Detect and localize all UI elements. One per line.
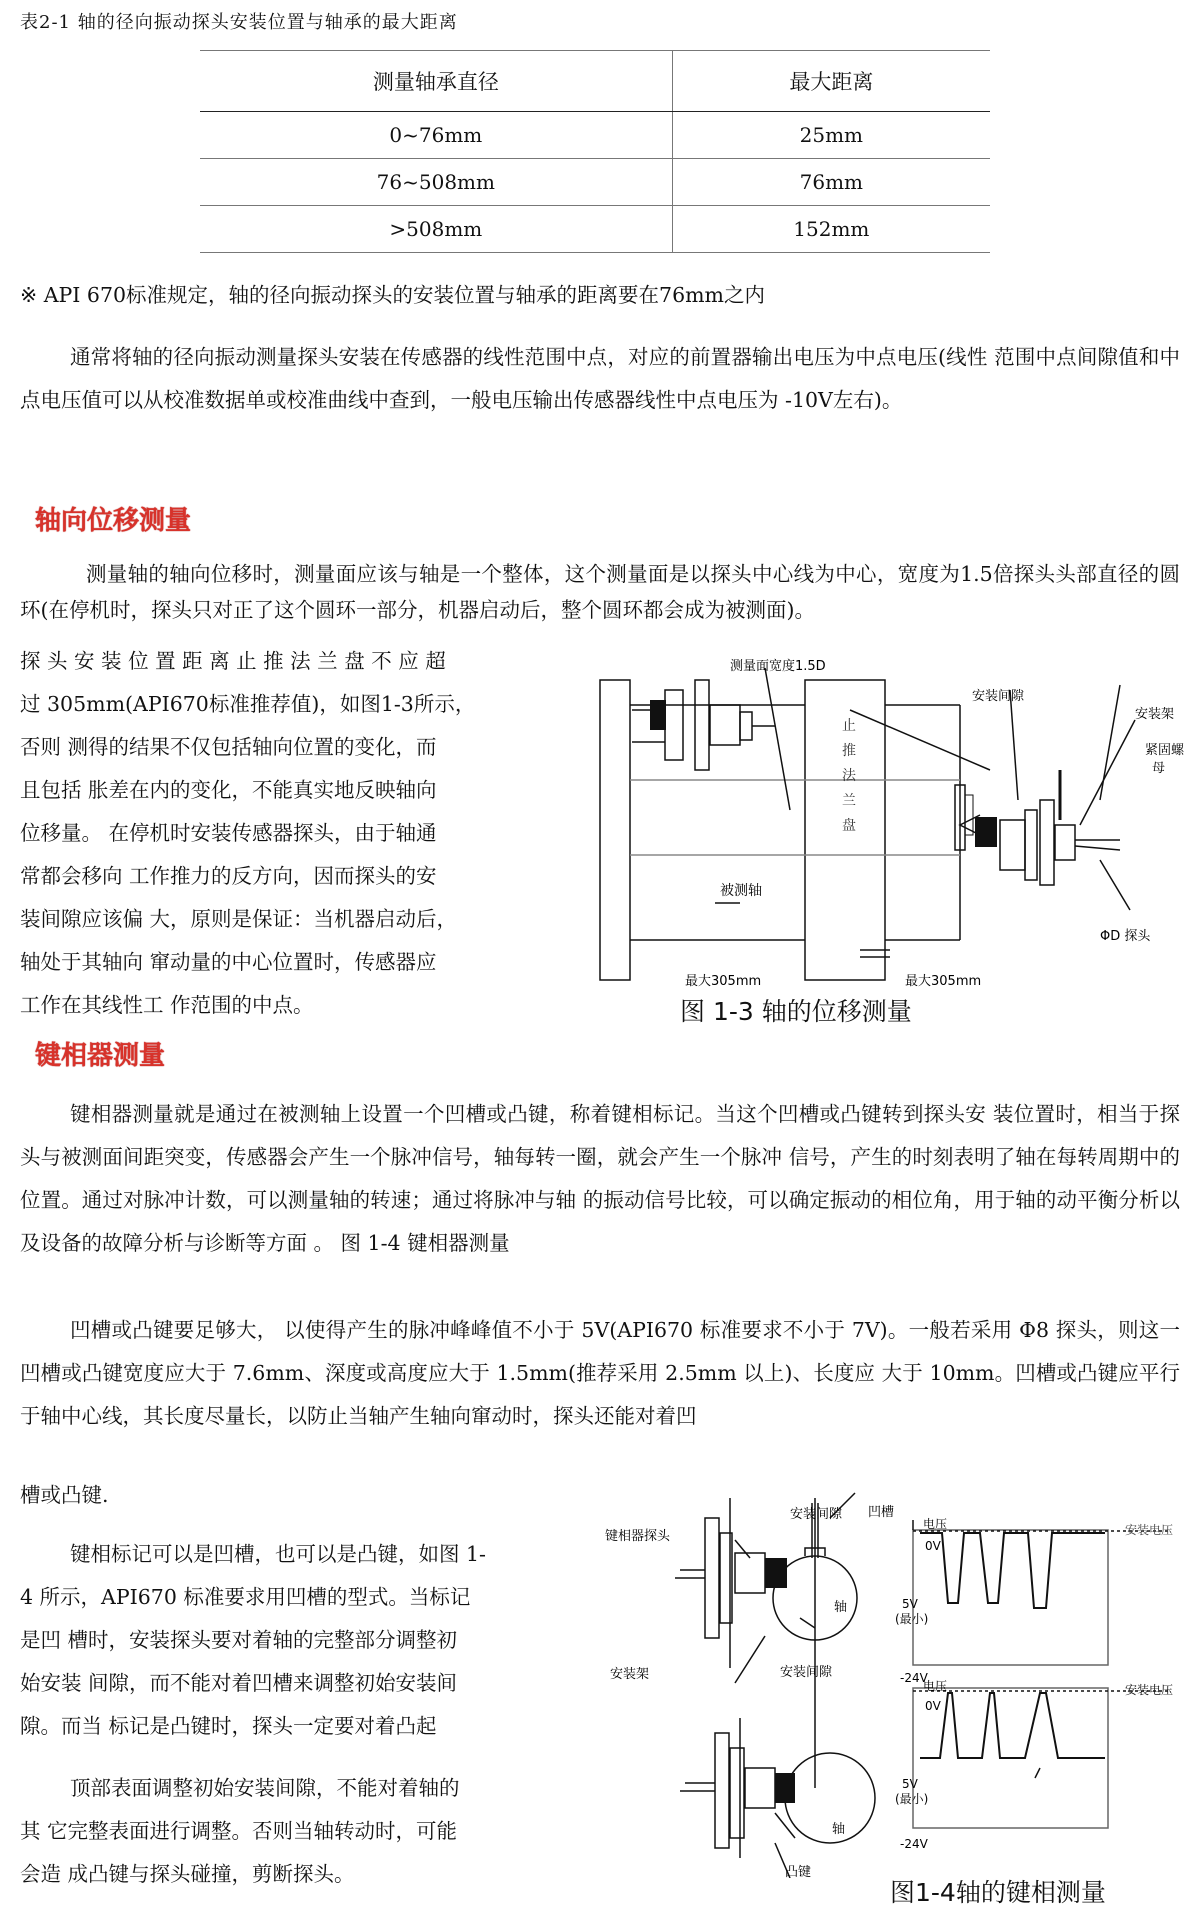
text-line: 始安装 间隙，而不能对着凹槽来调整初始安装间: [20, 1671, 458, 1695]
waveform-groove: [920, 1533, 1105, 1608]
label-5v: 5V: [902, 1777, 918, 1791]
label-min: (最小): [895, 1792, 929, 1806]
label-flange-char: 止: [842, 718, 856, 734]
table-cell: 25mm: [672, 112, 990, 159]
label-gap-top: 安装间隙: [790, 1507, 843, 1522]
label-gap-bottom: 安装间隙: [780, 1665, 833, 1680]
table-cell: 76mm: [672, 159, 990, 206]
paragraph-notch: 凹槽或凸键要足够大， 以使得产生的脉冲峰峰值不小于 5V(API670 标准要求不小于 7V)。一般若采用 Φ8 探头，则这一凹槽或凸键宽度应大于 7.6mm、深度或高度应大于 1.5mm(推荐采用 2.5mm 以上)、长度应 大于 10mm。凹槽或凸键应平行于轴中心线，其长度尽量长，以防止当轴产生轴向窜动时，探头还能对着凹: [20, 1318, 1180, 1428]
text-line: 位移量。 在停机时安装传感器探头，由于轴通: [20, 821, 437, 845]
table-row: [200, 159, 990, 206]
table-header: 测量轴承直径: [200, 51, 672, 112]
keyphasor-left-text-a: [20, 1533, 560, 1748]
text-line: 否则 测得的结果不仅包括轴向位置的变化，而: [20, 735, 437, 759]
label-flange-char: 法: [842, 768, 856, 784]
heading-keyphasor: 键相器测量: [35, 1041, 166, 1071]
heading-axial: 轴向位移测量: [35, 506, 192, 536]
label-shaft2: 轴: [832, 1822, 846, 1837]
table-header-row: [200, 51, 990, 112]
left-bearing: [600, 680, 630, 980]
label-min: (最小): [895, 1612, 929, 1626]
axial-left-text: [20, 640, 540, 1027]
api-note: ※ API 670标准规定，轴的径向振动探头的安装位置与轴承的距离要在76mm之内: [20, 283, 765, 307]
text-line: 探 头 安 装 位 置 距 离 止 推 法 兰 盘 不 应 超: [20, 649, 446, 673]
label-minus24v: -24V: [900, 1671, 928, 1685]
table-row: [200, 206, 990, 253]
text-line: 常都会移向 工作推力的反方向，因而探头的安: [20, 864, 437, 888]
table-cell: 152mm: [672, 206, 990, 253]
text-line: 其 它完整表面进行调整。否则当轴转动时，可能: [20, 1819, 458, 1843]
label-bracket: 安装架: [610, 1667, 650, 1682]
text-line: 会造 成凸键与探头碰撞，剪断探头。: [20, 1862, 355, 1886]
text-line: 过 305mm(API670标准推荐值)，如图1-3所示，: [20, 692, 476, 716]
figure-keyphasor: [590, 1478, 1190, 1878]
text-line: 隙。而当 标记是凸键时，探头一定要对着凸起: [20, 1714, 437, 1738]
label-width: 测量面宽度1.5D: [730, 659, 826, 674]
label-probe: 键相器探头: [605, 1529, 671, 1544]
text-line: 4 所示，API670 标准要求用凹槽的型式。当标记: [20, 1585, 471, 1609]
figure-1-4-caption: 图1-4轴的键相测量: [890, 1878, 1106, 1907]
label-groove: 凹槽: [868, 1505, 895, 1520]
table-row: [200, 112, 990, 159]
label-key: 凸键: [785, 1865, 812, 1878]
table-cell: >508mm: [200, 206, 672, 253]
text-line: 键相标记可以是凹槽，也可以是凸键，如图 1-: [70, 1542, 486, 1566]
text-line: 顶部表面调整初始安装间隙，不能对着轴的: [70, 1776, 460, 1800]
figure-axial-displacement: [560, 650, 1190, 1000]
label-shaft: 被测轴: [720, 883, 762, 899]
label-0v: 0V: [925, 1699, 941, 1713]
label-5v: 5V: [902, 1597, 918, 1611]
shaft-bottom: [785, 1753, 875, 1843]
table-header: 最大距离: [672, 51, 990, 112]
label-voltage: 电压: [923, 1517, 948, 1531]
waveform-key: [920, 1693, 1105, 1758]
paragraph-keyphasor: 键相器测量就是通过在被测轴上设置一个凹槽或凸键，称着键相标记。当这个凹槽或凸键转到探头安 装位置时，相当于探头与被测面间距突变，传感器会产生一个脉冲信号，轴每转一圈，就会产生一个脉冲 信号，产生的时刻表明了轴在每转周期中的位置。通过对脉冲计数，可以测量轴的转速；通过将脉冲与轴 的振动信号比较，可以确定振动的相位角，用于轴的动平衡分析以及设备的故障分析与诊断等方面 。 图 1-4 键相器测量: [20, 1102, 1180, 1255]
label-0v: 0V: [925, 1539, 941, 1553]
label-probe: ΦD 探头: [1100, 929, 1151, 944]
text-line: 装间隙应该偏 大，原则是保证：当机器启动后，: [20, 907, 458, 931]
label-flange-char: 盘: [842, 818, 856, 834]
text-line: 是凹 槽时，安装探头要对着轴的完整部分调整初: [20, 1628, 458, 1652]
label-bracket: 安装架: [1135, 707, 1175, 722]
label-install-voltage: 安装电压: [1125, 1523, 1174, 1537]
label-max-left: 最大305mm: [685, 974, 762, 989]
label-nut2: 母: [1152, 761, 1166, 776]
label-nut: 紧固螺: [1145, 743, 1185, 758]
label-minus24v: -24V: [900, 1837, 928, 1851]
keyphasor-left-text-b: [20, 1767, 560, 1896]
text-line: 且包括 胀差在内的变化，不能真实地反映轴向: [20, 778, 437, 802]
text-line: 工作在其线性工 作范围的中点。: [20, 993, 314, 1017]
label-max-right: 最大305mm: [905, 974, 982, 989]
table-cell: 0~76mm: [200, 112, 672, 159]
paragraph-axial: 测量轴的轴向位移时，测量面应该与轴是一个整体，这个测量面是以探头中心线为中心，宽度为1.5倍探头头部直径的圆环(在停机时，探头只对正了这个圆环一部分，机器启动后，整个圆环都会成为被测面)。: [20, 562, 1180, 622]
text-line: 轴处于其轴向 窜动量的中心位置时，传感器应: [20, 950, 437, 974]
distance-table: [200, 50, 990, 253]
label-gap: 安装间隙: [972, 689, 1025, 704]
paragraph-radial: 通常将轴的径向振动测量探头安装在传感器的线性范围中点，对应的前置器输出电压为中点电压(线性 范围中点间隙值和中点电压值可以从校准数据单或校准曲线中查到，一般电压输出传感器线性中点电压为 -10V左右)。: [20, 345, 1180, 412]
label-flange-char: 兰: [842, 793, 856, 809]
table-cell: 76~508mm: [200, 159, 672, 206]
label-shaft1: 轴: [834, 1600, 848, 1615]
label-flange-char: 推: [842, 743, 856, 759]
leader-width: [765, 668, 790, 810]
leader-probe: [1100, 860, 1130, 910]
label-install-voltage: 安装电压: [1125, 1683, 1174, 1697]
text-line: 槽或凸键.: [20, 1483, 109, 1507]
table-caption: 表2-1 轴的径向振动探头安装位置与轴承的最大距离: [20, 12, 458, 33]
figure-1-3-caption: 图 1-3 轴的位移测量: [680, 997, 912, 1026]
label-voltage: 电压: [923, 1679, 948, 1693]
